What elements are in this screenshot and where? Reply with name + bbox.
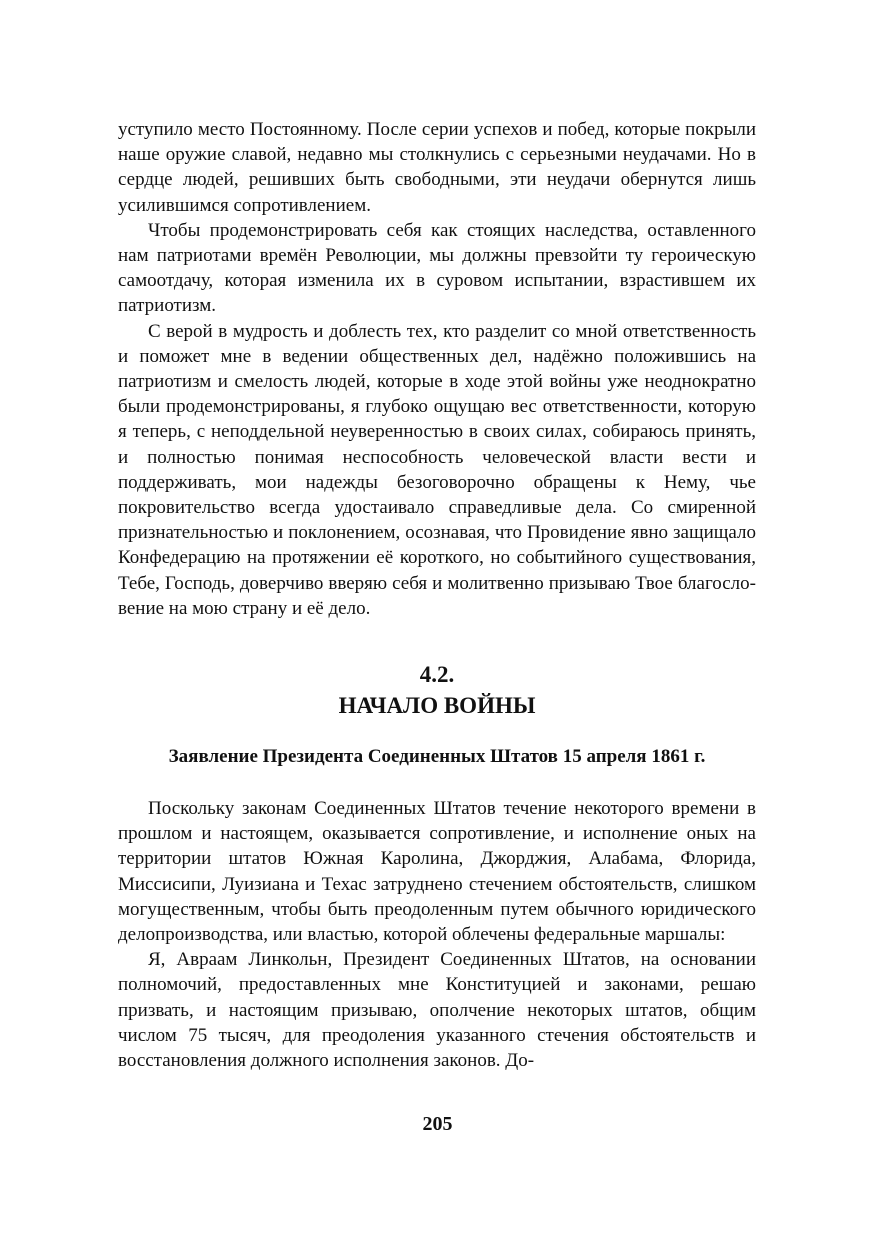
document-subheading: Заявление Президента Соединенных Штатов 15 апреля 1861 г. — [168, 746, 706, 768]
page-number: 205 — [422, 1113, 453, 1135]
paragraph: Поскольку законам Соединенных Штатов течение некоторого времени в прошлом и настоящем, оказывается сопротивление, и исполнение оных на территории штатов Южная Каролина, Джорджия, Алабама, Флорида, Миссисипи, Луизиана и Техас затруднено стечением обстоятельств, слишком могущественным, чтобы быть преодоленным путем обычного юридического делопроизводства, или властью, которой облечены федеральные маршалы: — [118, 798, 756, 946]
section-title: НАЧАЛО ВОЙНЫ — [338, 693, 536, 719]
paragraph-continuation: уступило место Постоянному. После серии успехов и побед, которые покрыли наше оружие славой, недавно мы столкнулись с серьезными неудачами. Но в сердце людей, решивших быть свободными, эти неудачи обернутся лишь усилившимся сопротивлением. — [118, 119, 756, 216]
section-number: 4.2. — [419, 662, 455, 688]
paragraph: Я, Авраам Линкольн, Президент Соединенных Штатов, на основании полномочий, предоставленных мне Конституцией и законами, решаю призвать, и настоящим призываю, ополчение некоторых штатов, общим числом 75 тысяч, для преодоления указанного стечения обстоятельств и восстановления должного исполнения законов. До- — [118, 949, 756, 1072]
paragraph: С верой в мудрость и доблесть тех, кто разделит со мной ответственность и поможет мне в ведении общественных дел, надёжно положившись на патриотизм и смелость людей, которые в ходе этой войны уже неоднократно были продемонстрированы, я глубоко ощущаю вес ответственности, которую я теперь, с неподдельной неуверенностью в своих силах, собираюсь принять, и полностью понимая неспособность человеческой власти вести и поддерживать, мои надежды безоговорочно обращены к Нему, чье покровительство всегда удостаивало справедливые дела. Со смиренной признательностью и поклонением, осознавая, что Провидение явно защищало Конфедерацию на протяжении её короткого, но событийного существования, Тебе, Господь, доверчиво вверяю себя и молитвенно призываю Твое благословение на мою страну и её дело. — [118, 320, 756, 619]
page-content — [118, 117, 756, 1073]
paragraph: Чтобы продемонстрировать себя как стоящих наследства, оставленного нам патриотами времён Революции, мы должны превзойти ту героическую самоотдачу, которая изменила их в суровом испытании, взрастившем их патриотизм. — [118, 219, 756, 317]
